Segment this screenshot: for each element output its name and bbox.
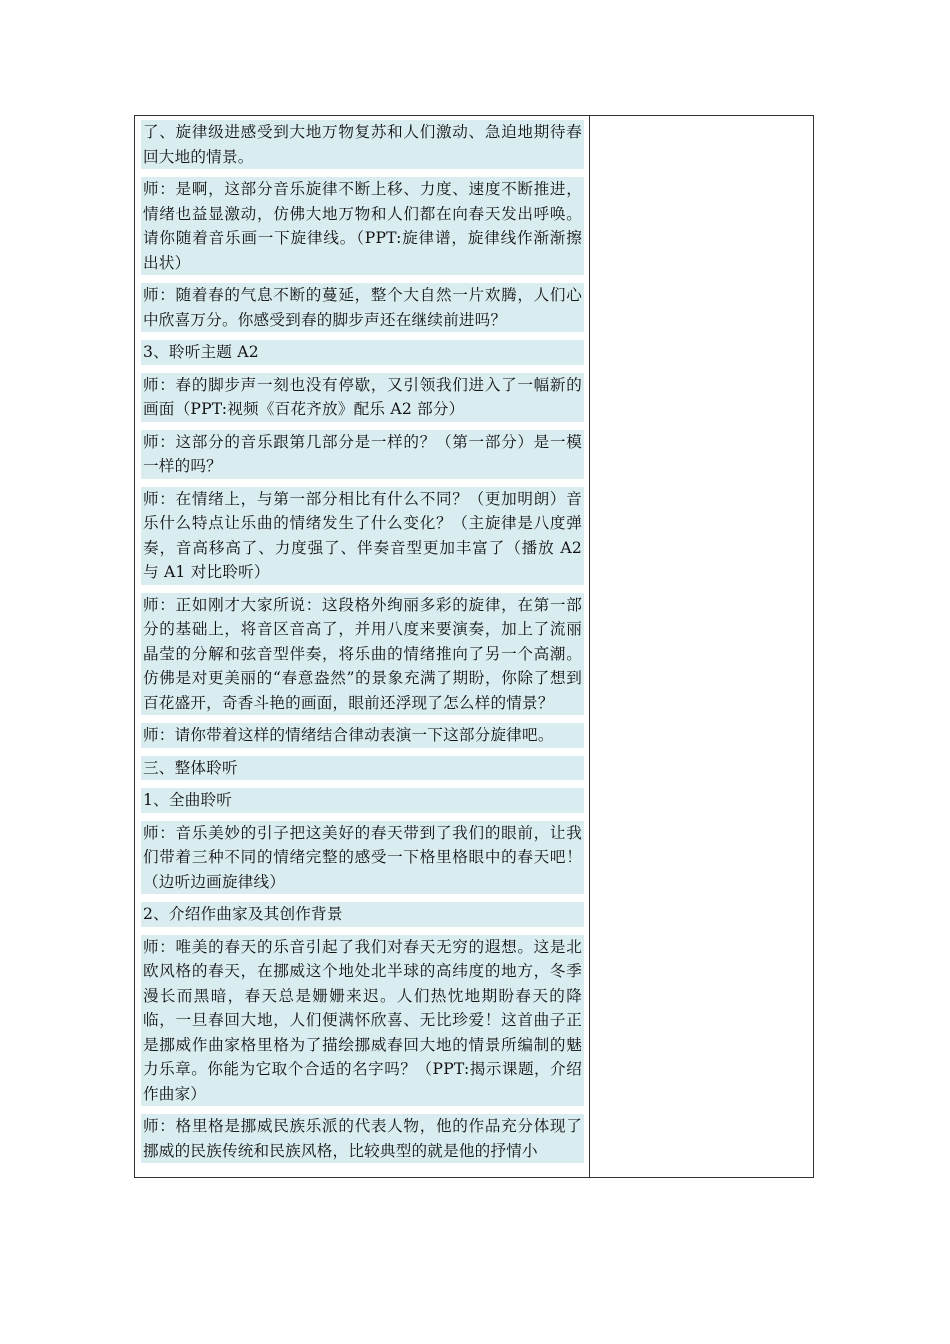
section-heading: 三、整体聆听 [141, 756, 584, 781]
paragraph: 师：音乐美妙的引子把这美好的春天带到了我们的眼前，让我们带着三种不同的情绪完整的感受一下格里格眼中的春天吧！（边听边画旋律线） [141, 821, 584, 895]
lesson-table [134, 115, 814, 1178]
paragraph: 师：是啊，这部分音乐旋律不断上移、力度、速度不断推进，情绪也益显激动，仿佛大地万物和人们都在向春天发出呼唤。请你随着音乐画一下旋律线。（PPT:旋律谱，旋律线作渐渐擦出状） [141, 177, 584, 275]
lesson-content-cell [135, 116, 590, 1177]
notes-cell [590, 116, 813, 1177]
section-heading: 2、介绍作曲家及其创作背景 [141, 902, 584, 927]
paragraph: 师：格里格是挪威民族乐派的代表人物，他的作品充分体现了挪威的民族传统和民族风格，比较典型的就是他的抒情小 [141, 1114, 584, 1163]
section-heading: 3、聆听主题 A2 [141, 340, 584, 365]
paragraph: 师：随着春的气息不断的蔓延，整个大自然一片欢腾，人们心中欣喜万分。你感受到春的脚步声还在继续前进吗？ [141, 283, 584, 332]
paragraph: 了、旋律级进感受到大地万物复苏和人们激动、急迫地期待春回大地的情景。 [141, 120, 584, 169]
paragraph: 师：春的脚步声一刻也没有停歇，又引领我们进入了一幅新的画面（PPT:视频《百花齐放》配乐 A2 部分） [141, 373, 584, 422]
paragraph: 师：请你带着这样的情绪结合律动表演一下这部分旋律吧。 [141, 723, 584, 748]
section-heading: 1、全曲聆听 [141, 788, 584, 813]
paragraph: 师：唯美的春天的乐音引起了我们对春天无穷的遐想。这是北欧风格的春天，在挪威这个地处北半球的高纬度的地方，冬季漫长而黑暗，春天总是姗姗来迟。人们热忱地期盼春天的降临，一旦春回大地，人们便满怀欣喜、无比珍爱！这首曲子正是挪威作曲家格里格为了描绘挪威春回大地的情景所编制的魅力乐章。你能为它取个合适的名字吗？（PPT:揭示课题，介绍作曲家） [141, 935, 584, 1107]
paragraph: 师：正如刚才大家所说：这段格外绚丽多彩的旋律，在第一部分的基础上，将音区音高了，并用八度来要演奏，加上了流丽晶莹的分解和弦音型伴奏，将乐曲的情绪推向了另一个高潮。仿佛是对更美丽的“春意盎然”的景象充满了期盼，你除了想到百花盛开，奇香斗艳的画面，眼前还浮现了怎么样的情景？ [141, 593, 584, 716]
paragraph: 师：这部分的音乐跟第几部分是一样的？（第一部分）是一模一样的吗？ [141, 430, 584, 479]
paragraph: 师：在情绪上，与第一部分相比有什么不同？（更加明朗）音乐什么特点让乐曲的情绪发生了什么变化？（主旋律是八度弹奏，音高移高了、力度强了、伴奏音型更加丰富了（播放 A2 与 A1 对比聆听） [141, 487, 584, 585]
